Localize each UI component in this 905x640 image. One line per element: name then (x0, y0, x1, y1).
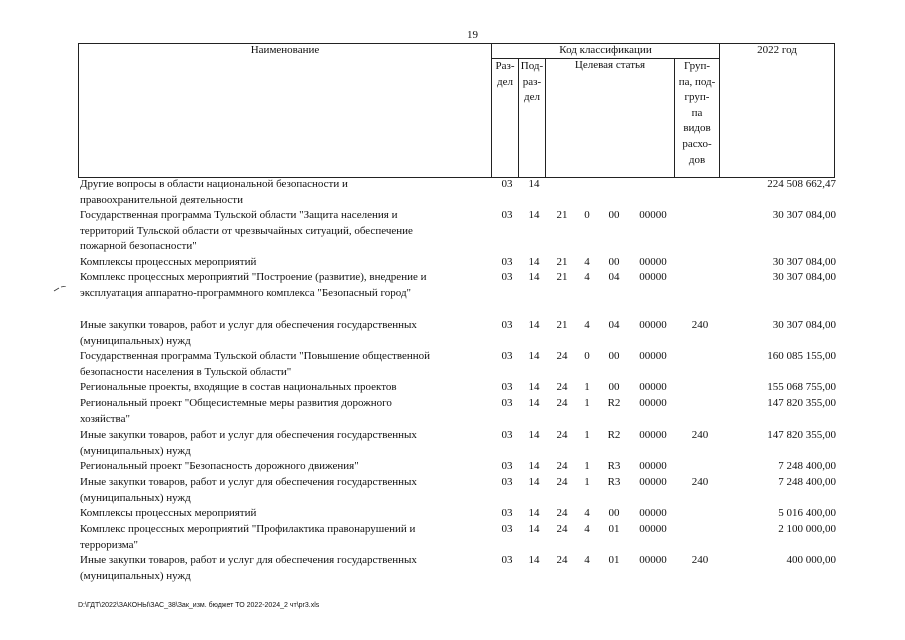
header-podrazdel (519, 59, 546, 178)
row-podrazdel: 14 (528, 554, 540, 566)
row-amount: 7 248 400,00 (778, 476, 836, 488)
row-name-line: эксплуатация аппаратно-программного комплекса "Безопасный город" (80, 286, 412, 299)
row-podrazdel: 14 (528, 350, 540, 362)
header-group-line: па (691, 106, 703, 119)
row-amount: 30 307 084,00 (772, 319, 836, 331)
row-target-program: 24 (556, 350, 568, 362)
row-name-line: (муниципальных) нужд (80, 491, 191, 504)
row-target-type: 4 (584, 507, 590, 519)
row-expense-group: 240 (691, 554, 709, 566)
row-name (80, 553, 490, 584)
row-name-line: Региональный проект "Общесистемные меры развития дорожного (80, 397, 392, 409)
header-razdel-line: дел (497, 75, 513, 88)
row-expense-group: 240 (691, 476, 709, 488)
row-name (80, 380, 490, 396)
row-target-sub: 01 (608, 554, 620, 566)
row-target-sub: 00 (608, 381, 620, 393)
row-name-line: территорий Тульской области от чрезвычайных ситуаций, обеспечение (80, 224, 413, 237)
row-name-line: (муниципальных) нужд (80, 569, 191, 582)
row-amount: 160 085 155,00 (767, 350, 836, 362)
row-podrazdel: 14 (528, 429, 540, 441)
row-target-program: 24 (556, 507, 568, 519)
row-target-type: 0 (584, 209, 590, 221)
header-razdel-line: Раз- (495, 60, 515, 72)
row-razdel: 03 (501, 554, 513, 566)
row-podrazdel: 14 (528, 507, 540, 519)
row-name-line: Государственная программа Тульской области "Повышение общественной (80, 350, 430, 362)
header-podrazdel-line: дел (524, 91, 540, 104)
header-group (675, 59, 720, 178)
row-target-type: 1 (584, 476, 590, 488)
row-name (80, 522, 490, 553)
row-target-type: 4 (584, 256, 590, 268)
row-amount: 155 068 755,00 (767, 381, 836, 393)
row-name-line: Комплексы процессных мероприятий (80, 256, 257, 268)
row-name (80, 459, 490, 475)
row-target-program: 21 (556, 319, 568, 331)
row-podrazdel: 14 (528, 476, 540, 488)
row-razdel: 03 (501, 350, 513, 362)
row-target-sub: 04 (608, 319, 620, 331)
row-target-sub: R3 (607, 460, 621, 472)
row-target-direction: 00000 (639, 523, 667, 535)
row-target-direction: 00000 (639, 256, 667, 268)
row-podrazdel: 14 (528, 271, 540, 283)
row-target-direction: 00000 (639, 271, 667, 283)
row-name-line: Иные закупки товаров, работ и услуг для обеспечения государственных (80, 476, 417, 488)
row-target-type: 1 (584, 381, 590, 393)
row-target-sub: R2 (607, 397, 621, 409)
row-podrazdel: 14 (528, 397, 540, 409)
row-name (80, 349, 490, 380)
header-group-line: видов (683, 122, 711, 135)
row-amount: 400 000,00 (786, 554, 836, 566)
row-podrazdel: 14 (528, 381, 540, 393)
row-expense-group: 240 (691, 319, 709, 331)
row-target-sub: 00 (608, 507, 620, 519)
row-target-sub: 00 (608, 350, 620, 362)
row-name-line: Комплекс процессных мероприятий "Профилактика правонарушений и (80, 523, 416, 535)
row-target-program: 21 (556, 271, 568, 283)
row-target-sub: 00 (608, 209, 620, 221)
row-podrazdel: 14 (528, 523, 540, 535)
row-target-direction: 00000 (639, 554, 667, 566)
page-number: 19 (467, 29, 478, 41)
header-group-line: Груп- (683, 60, 711, 72)
row-target-direction: 00000 (639, 381, 667, 393)
pen-mark (53, 286, 67, 292)
row-amount: 7 248 400,00 (778, 460, 836, 472)
row-target-sub: 00 (608, 256, 620, 268)
row-name (80, 396, 490, 427)
header-podrazdel-line: раз- (522, 75, 542, 88)
row-razdel: 03 (501, 476, 513, 488)
table-header (78, 43, 835, 178)
file-path-footer: D:\ГДТ\2022\ЗАКОНЫ\ЗАС_38\Зак_изм. бюджет ТО 2022-2024_2 чт\pr3.xls (78, 602, 320, 609)
row-amount: 147 820 355,00 (767, 397, 836, 409)
row-name-line: пожарной безопасности" (80, 240, 197, 253)
row-target-program: 21 (556, 209, 568, 221)
row-target-direction: 00000 (639, 319, 667, 331)
row-target-program: 21 (556, 256, 568, 268)
row-target-type: 1 (584, 397, 590, 409)
row-amount: 5 016 400,00 (778, 507, 836, 519)
row-target-type: 1 (584, 429, 590, 441)
row-podrazdel: 14 (528, 209, 540, 221)
header-podrazdel-line: Под- (520, 60, 544, 72)
row-expense-group: 240 (691, 429, 709, 441)
row-podrazdel: 14 (528, 460, 540, 472)
row-name (80, 255, 490, 271)
header-target: Целевая статья (546, 59, 675, 178)
header-group-line: дов (688, 153, 706, 166)
row-target-type: 4 (584, 271, 590, 283)
row-razdel: 03 (501, 397, 513, 409)
row-name-line: (муниципальных) нужд (80, 444, 191, 457)
row-name (80, 318, 490, 349)
row-target-type: 0 (584, 350, 590, 362)
row-name-line: Другие вопросы в области национальной безопасности и (80, 178, 348, 190)
row-amount: 224 508 662,47 (767, 178, 836, 190)
header-name: Наименование (79, 44, 492, 178)
row-razdel: 03 (501, 523, 513, 535)
row-target-program: 24 (556, 381, 568, 393)
row-target-program: 24 (556, 429, 568, 441)
row-amount: 147 820 355,00 (767, 429, 836, 441)
row-target-program: 24 (556, 554, 568, 566)
row-razdel: 03 (501, 209, 513, 221)
row-razdel: 03 (501, 507, 513, 519)
row-target-sub: R2 (607, 429, 621, 441)
row-target-type: 4 (584, 523, 590, 535)
row-target-sub: R3 (607, 476, 621, 488)
row-name-line: безопасности населения в Тульской области" (80, 365, 292, 378)
row-amount: 30 307 084,00 (772, 209, 836, 221)
row-name (80, 428, 490, 459)
row-name (80, 475, 490, 506)
header-code: Код классификации (492, 44, 720, 59)
row-target-type: 4 (584, 554, 590, 566)
row-name-line: Комплексы процессных мероприятий (80, 507, 257, 519)
row-target-type: 1 (584, 460, 590, 472)
row-target-program: 24 (556, 523, 568, 535)
row-target-direction: 00000 (639, 476, 667, 488)
row-target-program: 24 (556, 460, 568, 472)
row-name (80, 270, 490, 301)
row-target-direction: 00000 (639, 350, 667, 362)
header-year: 2022 год (720, 44, 835, 178)
row-razdel: 03 (501, 178, 513, 190)
row-amount: 2 100 000,00 (778, 523, 836, 535)
header-razdel (492, 59, 519, 178)
row-name-line: терроризма" (80, 538, 139, 551)
row-podrazdel: 14 (528, 319, 540, 331)
row-name-line: Государственная программа Тульской области "Защита населения и (80, 209, 398, 221)
row-target-type: 4 (584, 319, 590, 331)
row-name-line: Комплекс процессных мероприятий "Построение (развитие), внедрение и (80, 271, 427, 283)
row-target-direction: 00000 (639, 209, 667, 221)
row-razdel: 03 (501, 460, 513, 472)
row-razdel: 03 (501, 271, 513, 283)
row-razdel: 03 (501, 319, 513, 331)
row-razdel: 03 (501, 381, 513, 393)
row-name (80, 208, 490, 255)
row-podrazdel: 14 (528, 256, 540, 268)
row-target-sub: 01 (608, 523, 620, 535)
row-target-direction: 00000 (639, 460, 667, 472)
row-name (80, 506, 490, 522)
header-group-line: груп- (684, 91, 710, 104)
row-target-direction: 00000 (639, 507, 667, 519)
row-target-program: 24 (556, 476, 568, 488)
row-name-line: Иные закупки товаров, работ и услуг для обеспечения государственных (80, 319, 417, 331)
header-group-line: па, под- (678, 75, 716, 88)
row-amount: 30 307 084,00 (772, 271, 836, 283)
row-razdel: 03 (501, 256, 513, 268)
row-amount: 30 307 084,00 (772, 256, 836, 268)
header-group-line: расхо- (682, 137, 712, 150)
row-name-line: (муниципальных) нужд (80, 334, 191, 347)
row-target-program: 24 (556, 397, 568, 409)
row-name-line: правоохранительной деятельности (80, 193, 243, 206)
row-target-sub: 04 (608, 271, 620, 283)
row-target-direction: 00000 (639, 429, 667, 441)
row-target-direction: 00000 (639, 397, 667, 409)
row-name-line: Иные закупки товаров, работ и услуг для обеспечения государственных (80, 429, 417, 441)
row-razdel: 03 (501, 429, 513, 441)
row-name (80, 177, 490, 208)
row-name-line: Региональные проекты, входящие в состав национальных проектов (80, 381, 397, 393)
row-name-line: Региональный проект "Безопасность дорожного движения" (80, 460, 359, 472)
row-name-line: хозяйства" (80, 412, 130, 425)
row-name-line: Иные закупки товаров, работ и услуг для обеспечения государственных (80, 554, 417, 566)
row-podrazdel: 14 (528, 178, 540, 190)
